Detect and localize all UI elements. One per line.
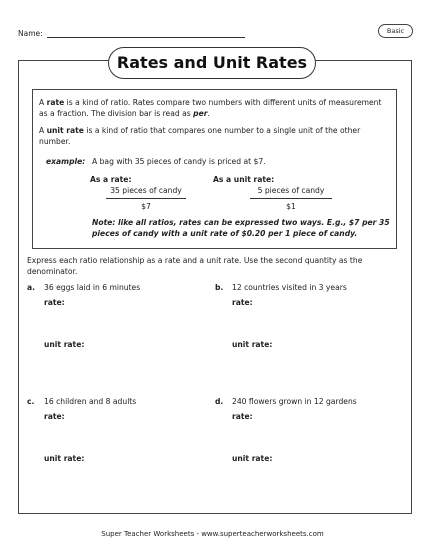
problem-b-rate-label: rate:: [232, 298, 253, 307]
problem-d-text: 240 flowers grown in 12 gardens: [232, 397, 357, 406]
problem-a-letter: a.: [27, 283, 36, 292]
rate-def-pre: A: [39, 98, 47, 107]
unit-rate-term: unit rate: [46, 126, 84, 135]
unit-def-body: is a kind of ratio that compares one number to a single unit of the other number.: [39, 126, 361, 146]
rate-definition: [39, 98, 384, 119]
problem-c-rate-label: rate:: [44, 412, 65, 421]
problem-b-letter: b.: [215, 283, 224, 292]
rate-def-body: is a kind of ratio. Rates compare two numbers with different units of measurement as a fraction. The division bar is read as: [39, 98, 382, 118]
example-text: A bag with 35 pieces of candy is priced at $7.: [92, 157, 266, 166]
unit-rate-heading: As a unit rate:: [213, 175, 275, 184]
problem-c-text: 16 children and 8 adults: [44, 397, 137, 406]
problem-a-text: 36 eggs laid in 6 minutes: [44, 283, 141, 292]
rate-denominator: $7: [141, 201, 151, 211]
rate-heading: As a rate:: [90, 175, 132, 184]
unit-rate-fraction: [250, 186, 332, 212]
unit-denominator: $1: [286, 201, 296, 211]
footer-url-link[interactable]: www.superteacherworksheets.com: [201, 530, 324, 538]
unit-numerator: 5 pieces of candy: [250, 186, 332, 199]
unit-def-pre: A: [39, 126, 47, 135]
footer: [0, 530, 425, 538]
name-label: Name:: [18, 29, 43, 38]
example-label: example:: [46, 157, 86, 166]
problem-d-letter: d.: [215, 397, 224, 406]
page-title: Rates and Unit Rates: [108, 47, 316, 79]
per-term: per: [193, 108, 208, 118]
problem-c-unit-rate-label: unit rate:: [44, 454, 85, 463]
footer-brand: Super Teacher Worksheets -: [101, 530, 202, 538]
problem-d-unit-rate-label: unit rate:: [232, 454, 273, 463]
rate-term: rate: [46, 98, 65, 107]
unit-rate-definition: [39, 126, 384, 147]
example-note: Note: like all ratios, rates can be expressed two ways. E.g., $7 per 35 pieces of candy with a unit rate of $0.20 per 1 piece of candy.: [92, 218, 390, 238]
problem-b-unit-rate-label: unit rate:: [232, 340, 273, 349]
problem-c-letter: c.: [27, 397, 35, 406]
rate-numerator: 35 pieces of candy: [106, 186, 186, 199]
problem-d-rate-label: rate:: [232, 412, 253, 421]
rate-def-end: .: [207, 108, 210, 118]
problem-a-rate-label: rate:: [44, 298, 65, 307]
name-field-line[interactable]: [47, 37, 245, 38]
problem-b-text: 12 countries visited in 3 years: [232, 283, 347, 292]
instructions: Express each ratio relationship as a rate and a unit rate. Use the second quantity as the denominator.: [27, 256, 363, 276]
problem-a-unit-rate-label: unit rate:: [44, 340, 85, 349]
rate-fraction: [106, 186, 186, 212]
level-badge: Basic: [378, 24, 413, 38]
